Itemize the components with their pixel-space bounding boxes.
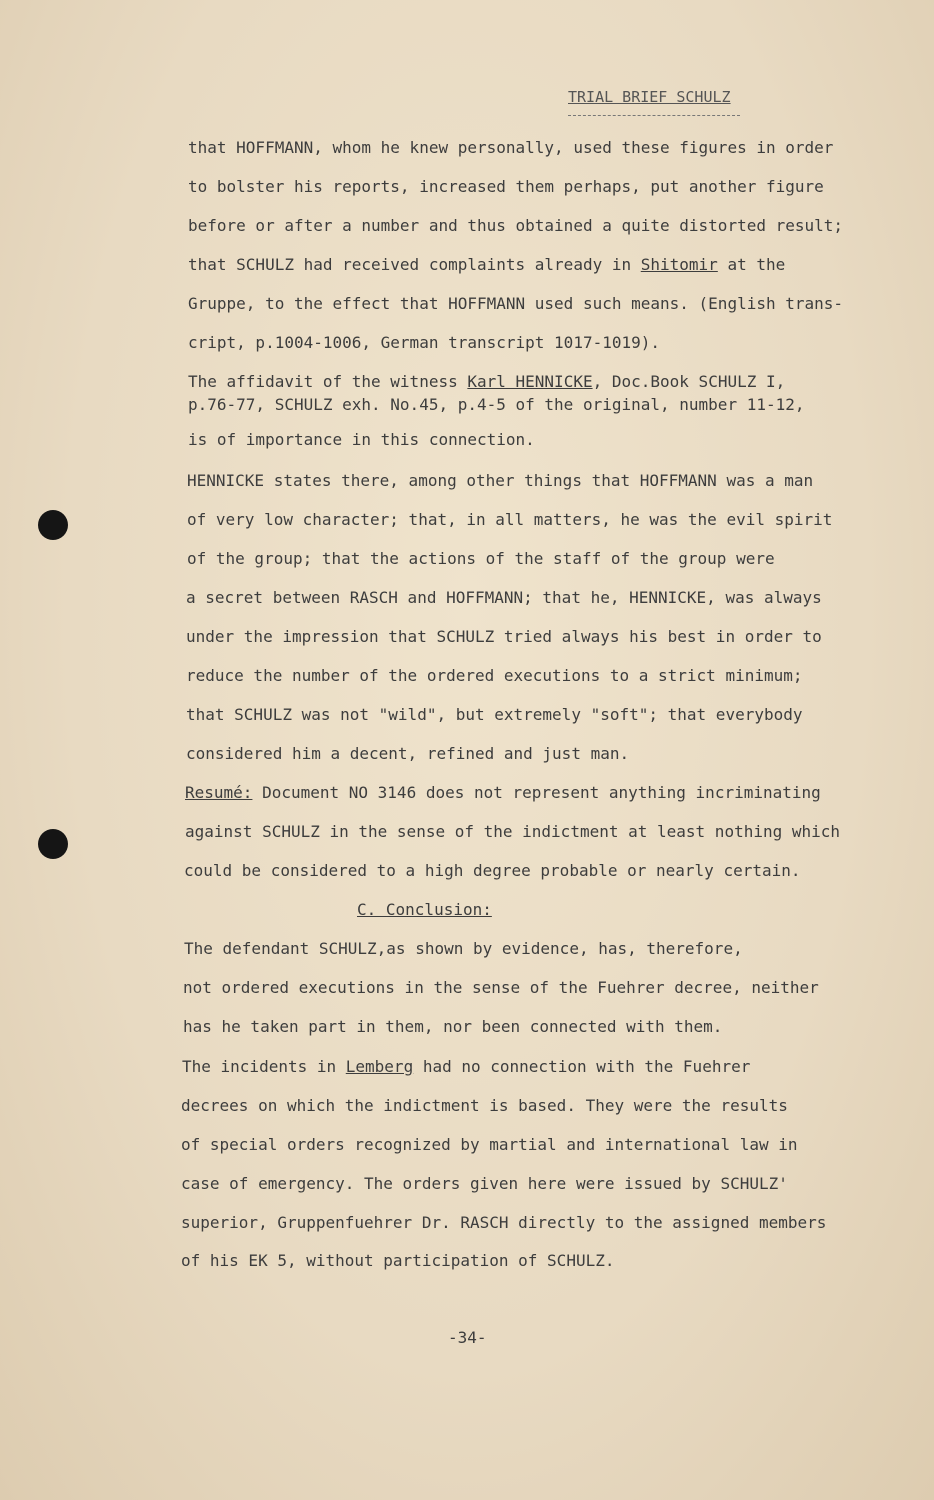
text-line: [181, 1251, 614, 1271]
line-text: considered him a decent, refined and just man.: [186, 744, 630, 763]
line-text: not ordered executions in the sense of the Fuehrer decree, neither: [183, 978, 819, 997]
section-title: C. Conclusion:: [357, 900, 492, 919]
text-line: [186, 666, 803, 686]
text-line: [186, 705, 803, 725]
underlined-term: Resumé:: [185, 783, 253, 802]
header-rule: [568, 115, 740, 116]
text-line: [183, 1017, 722, 1037]
text-line: [188, 138, 833, 158]
punch-hole-top: [38, 510, 68, 540]
text-line: [184, 939, 743, 959]
line-text: is of importance in this connection.: [188, 430, 535, 449]
text-line: [188, 294, 843, 314]
text-line: [186, 588, 822, 608]
text-line: [186, 627, 822, 647]
text-line: [181, 1174, 788, 1194]
line-text: The defendant SCHULZ,as shown by evidence, has, therefore,: [184, 939, 743, 958]
line-text: before or after a number and thus obtained a quite distorted result;: [188, 216, 844, 235]
line-text: of special orders recognized by martial and international law in: [181, 1135, 798, 1154]
text-line: [181, 1096, 788, 1116]
line-text: of the group; that the actions of the staff of the group were: [187, 549, 775, 568]
text-line: [188, 177, 824, 197]
page-header: TRIAL BRIEF SCHULZ: [568, 88, 731, 106]
text-line: [188, 255, 785, 275]
text-line: [188, 216, 843, 236]
text-line: [187, 549, 775, 569]
text-line: [181, 1213, 826, 1233]
line-text: The incidents in: [182, 1057, 346, 1076]
line-text: that SCHULZ had received complaints already in: [188, 255, 641, 274]
line-text: HENNICKE states there, among other things that HOFFMANN was a man: [187, 471, 814, 490]
line-text: reduce the number of the ordered executions to a strict minimum;: [186, 666, 803, 685]
line-text: The affidavit of the witness: [188, 372, 468, 391]
line-text: has he taken part in them, nor been connected with them.: [183, 1017, 723, 1036]
text-line: [188, 372, 785, 392]
line-text: cript, p.1004-1006, German transcript 1017-1019).: [188, 333, 661, 352]
line-text: a secret between RASCH and HOFFMANN; that he, HENNICKE, was always: [186, 588, 822, 607]
text-line: [185, 783, 821, 803]
text-line: [187, 471, 813, 491]
line-text: at the: [717, 255, 786, 274]
text-line: [186, 744, 629, 764]
text-line: [183, 978, 819, 998]
text-line: [181, 1135, 798, 1155]
line-text: that SCHULZ was not "wild", but extremely "soft"; that everybody: [186, 705, 803, 724]
page-number: -34-: [448, 1328, 487, 1347]
line-text: , Doc.Book SCHULZ I,: [592, 372, 786, 391]
line-text: of his EK 5, without participation of SCHULZ.: [181, 1251, 615, 1270]
punch-hole-bottom: [38, 829, 68, 859]
text-line: [188, 395, 805, 415]
line-text: superior, Gruppenfuehrer Dr. RASCH directly to the assigned members: [181, 1213, 827, 1232]
text-line: [182, 1057, 750, 1077]
line-text: that HOFFMANN, whom he knew personally, used these figures in order: [188, 138, 834, 157]
underlined-term: Karl HENNICKE: [467, 372, 593, 391]
line-text: of very low character; that, in all matters, he was the evil spirit: [187, 510, 833, 529]
line-text: case of emergency. The orders given here were issued by SCHULZ': [181, 1174, 788, 1193]
text-line: [185, 822, 840, 842]
text-line: [184, 861, 801, 881]
underlined-term: Lemberg: [345, 1057, 414, 1076]
line-text: under the impression that SCHULZ tried always his best in order to: [186, 627, 822, 646]
line-text: Gruppe, to the effect that HOFFMANN used such means. (English trans-: [188, 294, 844, 313]
line-text: to bolster his reports, increased them perhaps, put another figure: [188, 177, 824, 196]
line-text: p.76-77, SCHULZ exh. No.45, p.4-5 of the original, number 11-12,: [188, 395, 805, 414]
line-text: Document NO 3146 does not represent anything incriminating: [252, 783, 821, 802]
line-text: against SCHULZ in the sense of the indictment at least nothing which: [185, 822, 841, 841]
text-line: [188, 333, 660, 353]
line-text: decrees on which the indictment is based. They were the results: [181, 1096, 788, 1115]
line-text: had no connection with the Fuehrer: [413, 1057, 751, 1076]
text-line: [187, 510, 832, 530]
text-line: [188, 430, 535, 450]
underlined-term: Shitomir: [640, 255, 718, 274]
line-text: could be considered to a high degree probable or nearly certain.: [184, 861, 801, 880]
